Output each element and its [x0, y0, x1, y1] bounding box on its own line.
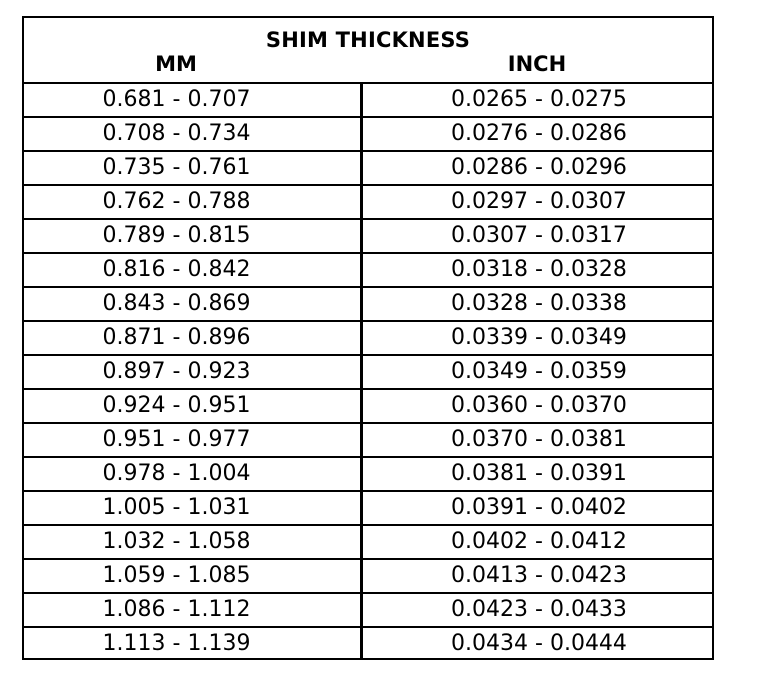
table-row — [24, 526, 712, 560]
table-row — [24, 424, 712, 458]
table-row — [24, 560, 712, 594]
cell-mm: 0.978 - 1.004 — [102, 461, 251, 486]
table-row — [24, 152, 712, 186]
cell-mm: 1.086 - 1.112 — [102, 597, 251, 622]
table-row — [24, 492, 712, 526]
cell-mm: 0.816 - 0.842 — [102, 257, 251, 282]
cell-mm: 0.871 - 0.896 — [102, 325, 251, 350]
table-row — [24, 458, 712, 492]
table-row — [24, 118, 712, 152]
cell-mm: 0.951 - 0.977 — [102, 427, 251, 452]
table-header — [24, 18, 712, 84]
cell-inch: 0.0286 - 0.0296 — [451, 155, 627, 180]
cell-inch: 0.0349 - 0.0359 — [451, 359, 627, 384]
cell-mm: 1.113 - 1.139 — [102, 631, 251, 656]
cell-inch: 0.0276 - 0.0286 — [451, 121, 627, 146]
cell-mm: 1.005 - 1.031 — [102, 495, 251, 520]
cell-inch: 0.0391 - 0.0402 — [451, 495, 627, 520]
cell-inch: 0.0370 - 0.0381 — [451, 427, 627, 452]
cell-mm: 0.843 - 0.869 — [102, 291, 251, 316]
table-row — [24, 84, 712, 118]
column-header-mm: MM — [155, 52, 197, 76]
cell-mm: 0.789 - 0.815 — [102, 223, 251, 248]
table-row — [24, 288, 712, 322]
cell-inch: 0.0339 - 0.0349 — [451, 325, 627, 350]
cell-inch: 0.0297 - 0.0307 — [451, 189, 627, 214]
shim-thickness-table — [22, 16, 714, 660]
cell-inch: 0.0413 - 0.0423 — [451, 563, 627, 588]
cell-inch: 0.0423 - 0.0433 — [451, 597, 627, 622]
cell-mm: 1.032 - 1.058 — [102, 529, 251, 554]
column-header-inch: INCH — [507, 52, 567, 76]
table-row — [24, 254, 712, 288]
cell-mm: 1.059 - 1.085 — [102, 563, 251, 588]
table-row — [24, 594, 712, 628]
cell-inch: 0.0328 - 0.0338 — [451, 291, 627, 316]
cell-mm: 0.762 - 0.788 — [102, 189, 251, 214]
cell-inch: 0.0265 - 0.0275 — [451, 87, 627, 112]
table-row — [24, 390, 712, 424]
table-row — [24, 356, 712, 390]
cell-mm: 0.735 - 0.761 — [102, 155, 251, 180]
cell-mm: 0.708 - 0.734 — [102, 121, 251, 146]
cell-inch: 0.0360 - 0.0370 — [451, 393, 627, 418]
table-row — [24, 220, 712, 254]
cell-inch: 0.0307 - 0.0317 — [451, 223, 627, 248]
cell-mm: 0.681 - 0.707 — [102, 87, 251, 112]
cell-inch: 0.0381 - 0.0391 — [451, 461, 627, 486]
table-title: SHIM THICKNESS — [265, 28, 471, 52]
table-row — [24, 628, 712, 662]
cell-inch: 0.0318 - 0.0328 — [451, 257, 627, 282]
table-body — [24, 84, 712, 658]
cell-inch: 0.0434 - 0.0444 — [451, 631, 627, 656]
cell-mm: 0.897 - 0.923 — [102, 359, 251, 384]
cell-mm: 0.924 - 0.951 — [102, 393, 251, 418]
cell-inch: 0.0402 - 0.0412 — [451, 529, 627, 554]
table-row — [24, 186, 712, 220]
table-row — [24, 322, 712, 356]
